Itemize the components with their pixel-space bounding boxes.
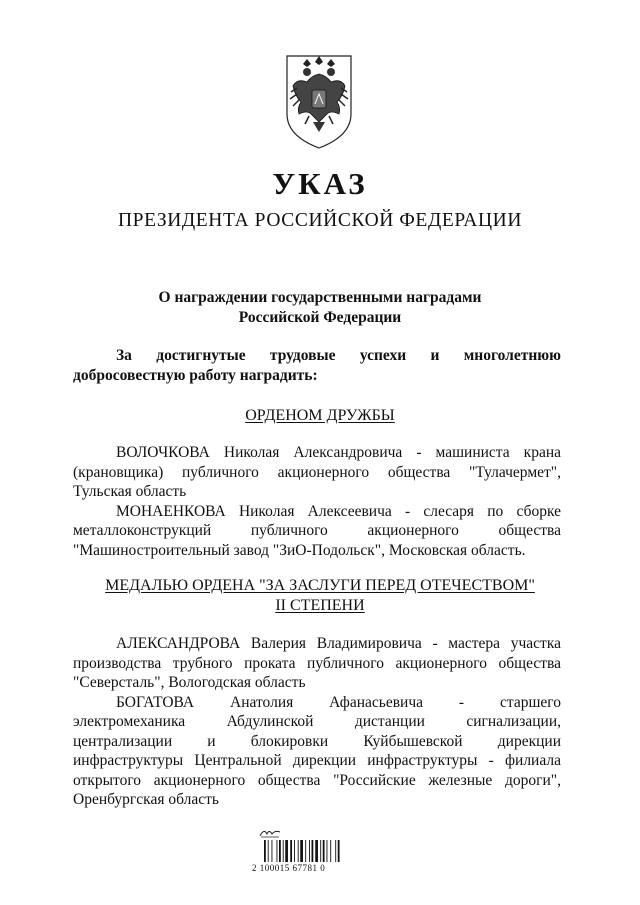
decree-intro (73, 346, 561, 385)
award-title-line: ОРДЕНОМ ДРУЖБЫ (245, 407, 395, 424)
recipient-line: (крановщика) публичного акционерного общества "Тулачермет", (73, 463, 561, 481)
recipient-line: АЛЕКСАНДРОВА Валерия Владимировича - мастера участка (116, 635, 561, 652)
recipient-line: открытого акционерного общества "Российские железные дороги", (73, 771, 561, 789)
award-title-friendship-order (0, 406, 640, 426)
recipient-line: МОНАЕНКОВА Николая Алексеевича - слесаря по сборке (116, 502, 561, 520)
recipient-line: электромеханика Абдулинской дистанции сигнализации, (73, 713, 561, 730)
award-title-merit-medal (0, 576, 640, 616)
recipient-line: ВОЛОЧКОВА Николая Александровича - машиниста крана (116, 444, 561, 461)
intro-line: добросовестную работу наградить: (73, 366, 318, 384)
award-recipients-merit-medal (73, 634, 561, 810)
recipient-line: Оренбургская область (73, 791, 219, 808)
decree-title: УКАЗ (272, 166, 368, 201)
barcode-number: 2 100015 67781 0 (252, 863, 326, 873)
decree-heading (0, 288, 640, 328)
recipient-line: "Северсталь", Вологодская область (73, 674, 306, 691)
award-recipients-friendship-order (73, 443, 561, 560)
decree-heading-line: Российской Федерации (238, 309, 402, 326)
recipient-line: централизации и блокировки Куйбышевской дирекции (73, 732, 561, 750)
decree-heading-line: О награждении государственными наградами (158, 289, 482, 306)
intro-line: За достигнутые трудовые успехи и многолетнюю (116, 347, 561, 364)
recipient-line: инфраструктуры Центральной дирекции инфраструктуры - филиала (73, 752, 561, 769)
recipient-line: металлоконструкций публичного акционерного общества (73, 522, 561, 539)
award-title-line: II СТЕПЕНИ (275, 597, 365, 614)
decree-subtitle: ПРЕЗИДЕНТА РОССИЙСКОЙ ФЕДЕРАЦИИ (117, 210, 523, 231)
recipient-line: Тульская область (73, 483, 187, 500)
award-title-line: МЕДАЛЬЮ ОРДЕНА "ЗА ЗАСЛУГИ ПЕРЕД ОТЕЧЕСТВОМ" (105, 577, 535, 594)
recipient-line: производства трубного проката публичного акционерного общества (73, 654, 561, 672)
recipient-line: "Машиностроительный завод "ЗиО-Подольск", Московская область. (73, 541, 526, 559)
double-headed-eagle-icon (283, 52, 355, 152)
recipient-line: БОГАТОВА Анатолия Афанасьевича - старшего (116, 693, 561, 711)
